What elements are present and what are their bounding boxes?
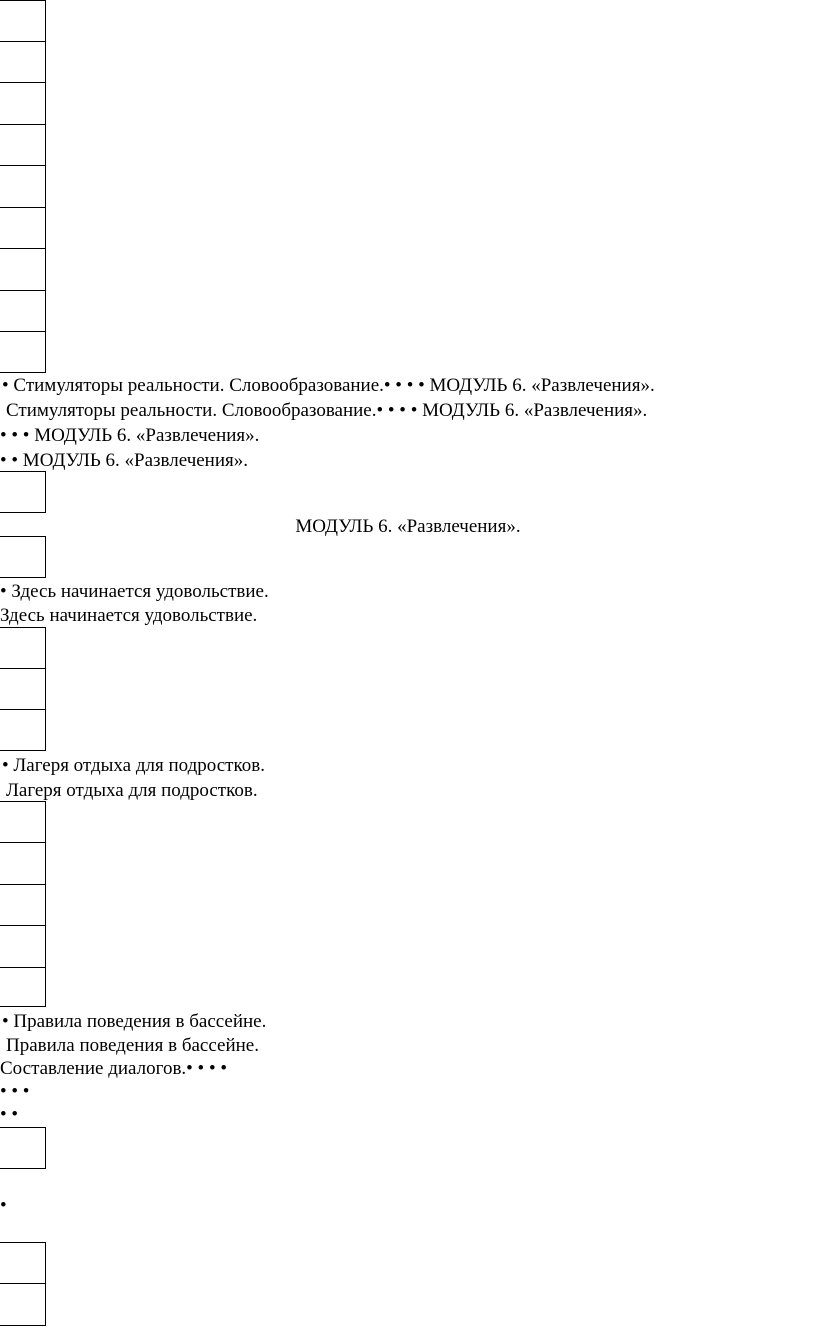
text-line: Правила поведения в бассейне. [6,1035,259,1056]
table-cell [0,1283,46,1326]
table-cell [0,709,46,751]
table-cell [0,801,46,843]
table-cell [0,471,46,513]
table-cell [0,0,46,42]
table-cell [0,1127,46,1169]
text-line: Лагеря отдыха для подростков. [6,780,258,801]
table-cell [0,82,46,125]
table-cell [0,627,46,669]
table-cell [0,41,46,83]
text-line: Стимуляторы реальности. Словообразование.• • • • МОДУЛЬ 6. «Развлечения». [6,400,648,421]
text-line: • • • [0,1081,30,1102]
text-line: • [0,1195,7,1216]
table-cell [0,165,46,208]
table-cell [0,207,46,249]
table-cell [0,248,46,291]
text-line: • • • МОДУЛЬ 6. «Развлечения». [0,425,260,446]
text-line: • Здесь начинается удовольствие. [0,581,269,602]
text-line: • Лагеря отдыха для подростков. [2,755,265,776]
table-cell [0,124,46,166]
text-line: • Стимуляторы реальности. Словообразование.• • • • МОДУЛЬ 6. «Развлечения». [2,375,655,396]
table-cell [0,884,46,926]
text-line: Составление диалогов.• • • • [0,1058,228,1079]
table-cell [0,967,46,1007]
table-cell [0,1242,46,1284]
table-cell [0,668,46,710]
module-heading: МОДУЛЬ 6. «Развлечения». [295,516,521,537]
table-cell [0,331,46,373]
table-cell [0,842,46,885]
text-line: • Правила поведения в бассейне. [2,1011,267,1032]
text-line: Здесь начинается удовольствие. [0,605,258,626]
table-cell [0,290,46,332]
text-line: • • [0,1104,19,1125]
table-cell [0,536,46,578]
table-cell [0,925,46,968]
text-line: • • МОДУЛЬ 6. «Развлечения». [0,450,249,471]
